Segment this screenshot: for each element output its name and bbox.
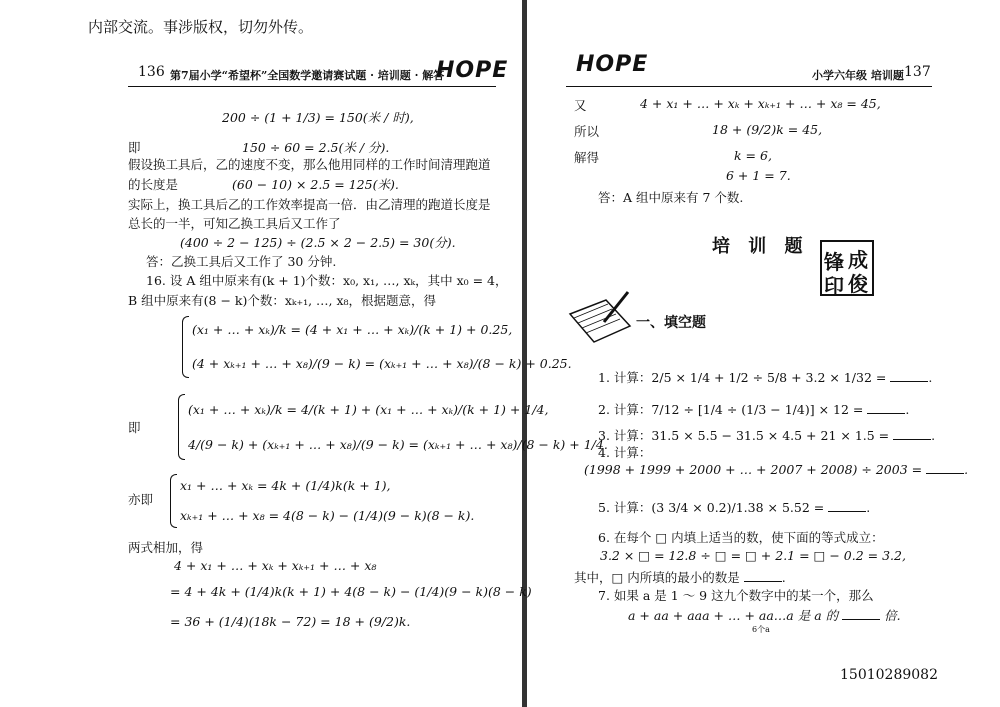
system-brace-3 — [170, 474, 177, 528]
right-answer: 答：A 组中原来有 7 个数. — [598, 190, 744, 205]
text-line-3: 假设换工具后，乙的速度不变，那么他用同样的工作时间清理跑道 — [128, 157, 491, 172]
eq-line-7: (400 ÷ 2 − 125) ÷ (2.5 × 2 − 2.5) = 30(分). — [180, 235, 456, 250]
label-suoyi: 所以 — [574, 124, 600, 139]
part-heading: 一、填空题 — [636, 315, 706, 331]
right-eq-1: 4 + x₁ + … + xₖ + xₖ₊₁ + … + x₈ = 45, — [640, 96, 881, 111]
question-6: 6. 在每个 □ 内填上适当的数，使下面的等式成立： — [598, 530, 884, 545]
question-1-text: 1. 计算：2/5 × 1/4 + 1/2 ÷ 5/8 + 3.2 × 1/32 = — [598, 370, 887, 385]
right-header-rule — [566, 86, 932, 87]
answer-blank-5 — [828, 511, 866, 512]
label-jiede: 解得 — [574, 150, 600, 165]
answer-blank-3 — [893, 439, 931, 440]
problem-16-line-1: 16. 设 A 组中原来有(k + 1)个数：x₀, x₁, …, xₖ，其中 x₀ = 4， — [146, 273, 508, 288]
seal-char-0: 锋 — [824, 250, 844, 274]
right-eq-3: k = 6, — [734, 148, 772, 163]
seal-char-1: 成 — [848, 248, 868, 272]
system-1-eq-a: (x₁ + … + xₖ)/k = (4 + x₁ + … + xₖ)/(k + 1) + 0.25, — [192, 322, 513, 337]
question-5-text: 5. 计算：(3 3/4 × 0.2)/1.38 × 5.52 = — [598, 500, 825, 515]
right-header-title: 小学六年级 培训题 — [812, 69, 904, 82]
question-7-underbrace-label: 6个a — [752, 625, 770, 634]
system-3-eq-a: x₁ + … + xₖ = 4k + (1/4)k(k + 1), — [180, 478, 391, 493]
system-brace-1 — [182, 316, 189, 378]
answer-line: 答：乙换工具后又工作了 30 分钟. — [146, 254, 337, 269]
system-3-eq-b: xₖ₊₁ + … + x₈ = 4(8 − k) − (1/4)(9 − k)(8 − k). — [180, 508, 475, 523]
problem-16-line-2: B 组中原来有(8 − k)个数：xₖ₊₁, …, x₈，根据题意，得 — [128, 293, 437, 308]
question-4-expr-text: (1998 + 1999 + 2000 + … + 2007 + 2008) ÷ 2003 = — [584, 462, 923, 477]
question-7-expr-text: a + aa + aaa + … + aa…a 是 a 的 — [628, 608, 839, 623]
system-2-eq-b: 4/(9 − k) + (xₖ₊₁ + … + x₈)/(9 − k) = (xₖ₊₁ + … + x₈)/(8 − k) + 1/4. — [188, 437, 608, 452]
question-7-tail: 倍. — [884, 608, 901, 623]
eq-line-1: 200 ÷ (1 + 1/3) = 150(米 / 时), — [222, 110, 414, 125]
question-6-tail-text: 其中，□ 内所填的最小的数是 — [574, 570, 740, 585]
system-brace-2 — [178, 394, 185, 460]
question-7: 7. 如果 a 是 1 ～ 9 这九个数字中的某一个，那么 — [598, 588, 874, 603]
question-5: 5. 计算：(3 3/4 × 0.2)/1.38 × 5.52 = . — [598, 500, 871, 515]
answer-blank-6 — [744, 581, 782, 582]
question-2-text: 2. 计算：7/12 ÷ [1/4 ÷ (1/3 − 1/4)] × 12 = — [598, 402, 864, 417]
right-eq-4: 6 + 1 = 7. — [726, 168, 791, 183]
text-add: 两式相加，得 — [128, 540, 204, 555]
question-4-expr: (1998 + 1999 + 2000 + … + 2007 + 2008) ÷ 2003 = . — [584, 462, 969, 477]
hope-logo-right: HOPE — [576, 52, 649, 77]
sum-line-3: = 36 + (1/4)(18k − 72) = 18 + (9/2)k. — [170, 614, 411, 629]
system-1-eq-b: (4 + xₖ₊₁ + … + x₈)/(9 − k) = (xₖ₊₁ + … + x₈)/(8 − k) + 0.25. — [192, 356, 572, 371]
answer-blank-1 — [890, 381, 928, 382]
question-1: 1. 计算：2/5 × 1/4 + 1/2 ÷ 5/8 + 3.2 × 1/32 = . — [598, 370, 933, 385]
phone-number: 15010289082 — [840, 667, 938, 683]
label-ji-2: 即 — [128, 420, 141, 435]
system-2-eq-a: (x₁ + … + xₖ)/k = 4/(k + 1) + (x₁ + … + xₖ)/(k + 1) + 1/4, — [188, 402, 549, 417]
label-ji: 即 — [128, 140, 141, 155]
left-header-rule — [128, 86, 496, 87]
text-line-6: 总长的一半，可知乙换工具后又工作了 — [128, 216, 341, 231]
copyright-notice: 内部交流。事涉版权，切勿外传。 — [88, 18, 314, 36]
seal-char-3: 俊 — [848, 272, 868, 296]
hope-logo-left: HOPE — [436, 58, 509, 83]
question-4: 4. 计算： — [598, 445, 652, 460]
section-title: 培 训 题 — [712, 236, 809, 257]
right-eq-2: 18 + (9/2)k = 45, — [712, 122, 823, 137]
label-yiji: 亦即 — [128, 492, 154, 507]
text-line-5: 实际上，换工具后乙的工作效率提高一倍．由乙清理的跑道长度是 — [128, 197, 491, 212]
notebook-pen-icon — [566, 286, 636, 346]
question-3-text: 3. 计算：31.5 × 5.5 − 31.5 × 4.5 + 21 × 1.5 = — [598, 428, 890, 443]
answer-blank-4 — [926, 473, 964, 474]
label-you: 又 — [574, 98, 587, 113]
question-2: 2. 计算：7/12 ÷ [1/4 ÷ (1/3 − 1/4)] × 12 = . — [598, 402, 910, 417]
question-7-expr — [628, 606, 901, 624]
eq-line-2: 150 ÷ 60 = 2.5(米 / 分). — [242, 140, 390, 155]
right-page-number: 137 — [904, 64, 931, 80]
sum-line-1: 4 + x₁ + … + xₖ + xₖ₊₁ + … + x₈ — [174, 558, 377, 573]
answer-blank-2 — [867, 413, 905, 414]
sum-line-2: = 4 + 4k + (1/4)k(k + 1) + 4(8 − k) − (1/4)(9 − k)(8 − k) — [170, 584, 532, 599]
question-6-eq: 3.2 × □ = 12.8 ÷ □ = □ + 2.1 = □ − 0.2 = 3.2, — [600, 548, 906, 563]
text-line-4: 的长度是 — [128, 177, 179, 192]
answer-blank-7 — [842, 619, 880, 620]
page-gutter — [522, 0, 527, 707]
eq-line-4: (60 − 10) × 2.5 = 125(米). — [232, 177, 399, 192]
left-page-number: 136 — [138, 64, 165, 80]
seal-char-2: 印 — [824, 274, 844, 298]
question-6-tail: 其中，□ 内所填的最小的数是 . — [574, 570, 786, 585]
question-3: 3. 计算：31.5 × 5.5 − 31.5 × 4.5 + 21 × 1.5 = . — [598, 428, 936, 443]
left-header-title: 第7届小学“希望杯”全国数学邀请赛试题 · 培训题 · 解答 — [170, 69, 445, 82]
seal-stamp — [820, 240, 874, 296]
